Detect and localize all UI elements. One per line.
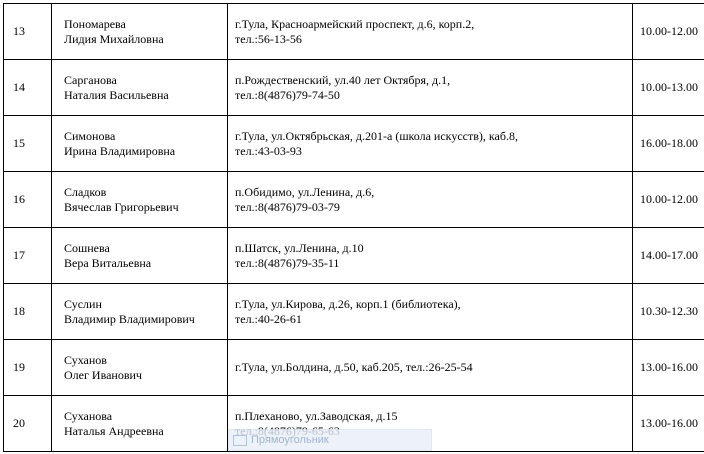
row-number: 18 xyxy=(4,284,52,340)
given-name: Лидия Михайловна xyxy=(64,31,164,46)
table-row xyxy=(4,60,704,116)
phone: тел.:8(4876)79-03-79 xyxy=(235,199,340,214)
person-name xyxy=(52,4,228,60)
address: г.Тула, Красноармейский проспект, д.6, корп.2, xyxy=(235,16,475,31)
table-row xyxy=(4,116,704,172)
row-number: 13 xyxy=(4,4,52,60)
address-cell xyxy=(228,116,633,172)
phone: тел.:56-13-56 xyxy=(235,31,302,46)
reception-hours: 13.00-16.00 xyxy=(633,340,704,396)
given-name: Вера Витальевна xyxy=(64,255,152,270)
given-name: Наталья Андреевна xyxy=(64,423,164,438)
row-number: 14 xyxy=(4,60,52,116)
phone: тел.:43-03-93 xyxy=(235,143,302,158)
schedule-table xyxy=(3,3,704,452)
surname: Сарганова xyxy=(64,72,117,87)
surname: Суханова xyxy=(64,408,113,423)
person-name xyxy=(52,228,228,284)
given-name: Владимир Владимирович xyxy=(64,311,195,326)
row-number: 17 xyxy=(4,228,52,284)
table-row xyxy=(4,340,704,396)
address: г.Тула, ул.Кирова, д.26, корп.1 (библиотека), xyxy=(235,296,461,311)
address: г.Тула, ул.Болдина, д.50, каб.205, тел.:26-25-54 xyxy=(235,360,473,374)
surname: Сладков xyxy=(64,184,107,199)
given-name: Олег Иванович xyxy=(64,367,142,382)
address-cell xyxy=(228,4,633,60)
surname: Симонова xyxy=(64,128,116,143)
given-name: Вячеслав Григорьевич xyxy=(64,199,179,214)
surname: Пономарева xyxy=(64,16,126,31)
address: п.Обидимо, ул.Ленина, д.6, xyxy=(235,184,375,199)
row-number: 16 xyxy=(4,172,52,228)
given-name: Наталия Васильевна xyxy=(64,87,169,102)
phone: тел.:8(4876)79-35-11 xyxy=(235,255,340,270)
person-name xyxy=(52,340,228,396)
person-name xyxy=(52,60,228,116)
address-cell xyxy=(228,340,633,396)
address: п.Плеханово, ул.Заводская, д.15 xyxy=(235,408,398,423)
person-name xyxy=(52,172,228,228)
shape-tooltip xyxy=(228,429,432,451)
person-name xyxy=(52,396,228,452)
address: г.Тула, ул.Октябрьская, д.201-а (школа искусств), каб.8, xyxy=(235,128,518,143)
phone: тел.:8(4876)79-74-50 xyxy=(235,87,340,102)
address-cell xyxy=(228,228,633,284)
rectangle-icon xyxy=(233,435,247,446)
surname: Суханов xyxy=(64,352,107,367)
row-number: 20 xyxy=(4,396,52,452)
phone: тел.:40-26-61 xyxy=(235,311,302,326)
person-name xyxy=(52,116,228,172)
table-row xyxy=(4,4,704,60)
table-row xyxy=(4,284,704,340)
reception-hours: 13.00-16.00 xyxy=(633,396,704,452)
table-row xyxy=(4,228,704,284)
reception-hours: 16.00-18.00 xyxy=(633,116,704,172)
reception-hours: 10.00-12.00 xyxy=(633,4,704,60)
address: п.Рождественский, ул.40 лет Октября, д.1, xyxy=(235,72,451,87)
given-name: Ирина Владимировна xyxy=(64,143,176,158)
row-number: 19 xyxy=(4,340,52,396)
address-cell xyxy=(228,172,633,228)
surname: Суслин xyxy=(64,296,102,311)
address: п.Шатск, ул.Ленина, д.10 xyxy=(235,240,364,255)
table-row xyxy=(4,172,704,228)
reception-hours: 14.00-17.00 xyxy=(633,228,704,284)
person-name xyxy=(52,284,228,340)
reception-hours: 10.30-12.30 xyxy=(633,284,704,340)
reception-hours: 10.00-12.00 xyxy=(633,172,704,228)
row-number: 15 xyxy=(4,116,52,172)
address-cell xyxy=(228,284,633,340)
address-cell xyxy=(228,60,633,116)
surname: Сошнева xyxy=(64,240,110,255)
reception-hours: 10.00-13.00 xyxy=(633,60,704,116)
shape-tooltip-label: Прямоугольник xyxy=(251,434,329,447)
